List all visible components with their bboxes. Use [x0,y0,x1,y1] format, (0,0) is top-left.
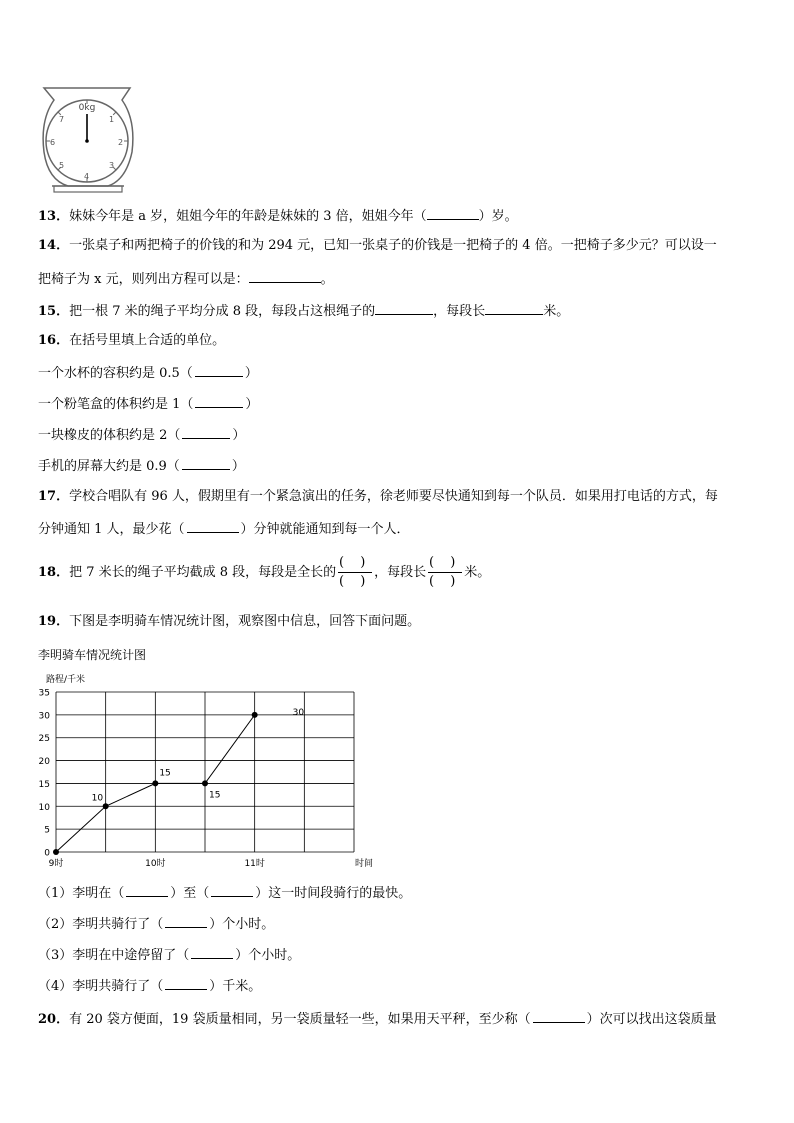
question-20: 20．有 20 袋方便面，19 袋质量相同，另一袋质量轻一些，如果用天平秤，至少称（ ）次可以找出这袋质量 [38,1012,717,1027]
answer-blank[interactable] [182,426,230,439]
x-tick-label: 10时 [145,859,166,869]
question-14-line-1: 14．一张桌子和两把椅子的价钱的和为 294 元，已知一张桌子的价钱是一把椅子的 4 倍。一把椅子多少元？可以设一 [38,238,717,253]
data-point [252,712,258,718]
x-axis-label: 时间 [354,859,374,869]
y-tick-label: 20 [38,757,50,768]
answer-blank[interactable] [533,1010,585,1023]
data-label: 15 [209,790,221,801]
answer-blank[interactable] [182,457,230,470]
dial-label: 0kg [78,103,96,113]
question-16: 16．在括号里填上合适的单位。 [38,333,226,348]
y-axis-label: 路程/千米 [46,675,86,685]
question-19-sub-2: （2）李明共骑行了（ ）个小时。 [38,917,275,932]
answer-blank[interactable] [249,270,321,283]
dial-num-6: 6 [50,138,56,147]
answer-blank[interactable] [195,395,243,408]
line-chart [30,670,390,875]
dial-num-5: 5 [59,161,65,170]
data-point [53,849,59,855]
y-tick-label: 15 [38,779,50,790]
question-14-line-2: 把椅子为 x 元，则列出方程可以是： 。 [38,272,334,287]
kitchen-scale-figure [38,82,138,194]
question-19-sub-4: （4）李明共骑行了（ ）千米。 [38,979,262,994]
x-tick-label: 9时 [48,859,64,869]
dial-num-3: 3 [109,161,115,170]
answer-blank[interactable] [485,302,543,315]
question-16-item: 手机的屏幕大约是 0.9（ ） [38,459,245,474]
data-label: 15 [159,768,171,779]
y-tick-label: 35 [38,688,50,699]
question-16-item: 一个粉笔盒的体积约是 1（ ） [38,397,259,412]
data-point [152,780,158,786]
answer-blank[interactable] [126,884,168,897]
question-13: 13．妹妹今年是 a 岁，姐姐今年的年龄是妹妹的 3 倍，姐姐今年（ ）岁。 [38,209,518,224]
answer-blank[interactable] [165,915,207,928]
data-point [103,803,109,809]
dial-num-7: 7 [59,115,65,124]
question-19: 19．下图是李明骑车情况统计图，观察图中信息，回答下面问题。 [38,614,421,629]
question-16-item: 一块橡皮的体积约是 2（ ） [38,428,246,443]
question-16-item: 一个水杯的容积约是 0.5（ ） [38,366,258,381]
y-tick-label: 25 [38,734,50,745]
question-19-sub-1: （1）李明在（ ）至（ ）这一时间段骑行的最快。 [38,886,412,901]
fraction-blank[interactable]: $\frac{( )}{( )}$ [429,555,462,589]
question-number: 20． [38,1012,70,1027]
question-number: 17． [38,489,70,504]
question-number: 19． [38,614,70,629]
x-tick-label: 11时 [244,859,265,869]
question-17-line-2: 分钟通知 1 人，最少花（ ）分钟就能通知到每一个人． [38,522,410,537]
data-label: 10 [91,793,104,804]
dial-num-2: 2 [118,138,124,147]
question-number: 15． [38,304,70,319]
data-label: 30 [292,707,305,718]
question-number: 16． [38,333,70,348]
question-15: 15．把一根 7 米的绳子平均分成 8 段，每段占这根绳子的 ，每段长 米。 [38,304,570,319]
answer-blank[interactable] [187,520,239,533]
y-tick-label: 5 [44,825,50,836]
question-number: 14． [38,238,70,253]
dial-num-1: 1 [109,115,115,124]
answer-blank[interactable] [211,884,253,897]
answer-blank[interactable] [427,207,479,220]
y-tick-label: 0 [44,848,50,859]
chart-title: 李明骑车情况统计图 [38,648,147,662]
question-17-line-1: 17．学校合唱队有 96 人，假期里有一个紧急演出的任务，徐老师要尽快通知到每一个队员．如果用打电话的方式，每 [38,489,718,504]
data-point [202,780,208,786]
question-number: 13． [38,209,70,224]
answer-blank[interactable] [191,946,233,959]
answer-blank[interactable] [165,977,207,990]
question-19-sub-3: （3）李明在中途停留了（ ）个小时。 [38,948,301,963]
fraction-blank[interactable]: $\frac{( )}{( )}$ [339,555,372,589]
y-tick-label: 10 [38,802,50,813]
y-tick-label: 30 [38,711,50,722]
question-number: 18． [38,565,70,580]
dial-num-4: 4 [84,172,90,181]
answer-blank[interactable] [195,364,243,377]
question-18: 18．把 7 米长的绳子平均截成 8 段，每段是全长的 $\frac{( )}{( )}$ ，每段长 $\frac{( )}{( )}$ 米。 [38,555,491,589]
answer-blank[interactable] [375,302,433,315]
